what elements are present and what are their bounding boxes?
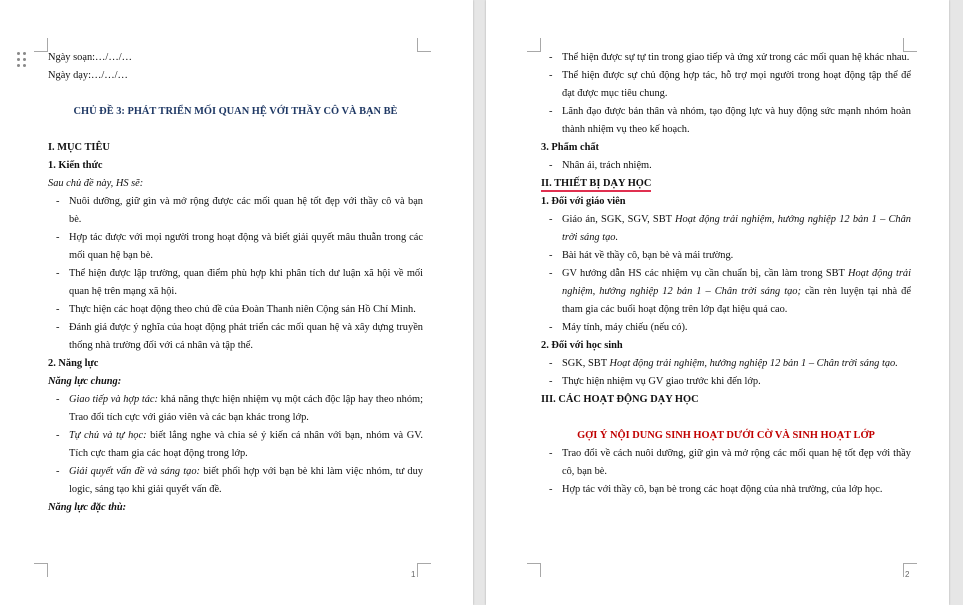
list-item: - Nhân ái, trách nhiệm. [541, 157, 911, 175]
list-item: - Thể hiện được lập trường, quan điểm phù hợp khi phân tích dư luận xã hội về mối quan hệ trên mạng xã hội. [48, 265, 423, 301]
list-item: - Bài hát về thầy cô, bạn bè và mái trường. [541, 247, 911, 265]
list-item: - Đánh giá được ý nghĩa của hoạt động phát triển các mối quan hệ và xây dựng truyền thống nhà trường đối với cá nhân và tập thể. [48, 319, 423, 355]
heading-for-student: 2. Đối với học sinh [541, 340, 623, 351]
heading-competence: 2. Năng lực [48, 358, 99, 369]
list-item: - SGK, SBT Hoạt động trải nghiệm, hướng nghiệp 12 bản 1 – Chân trời sáng tạo. [541, 355, 911, 373]
document-page-2 [486, 0, 949, 605]
heading-for-teacher: 1. Đối với giáo viên [541, 196, 626, 207]
crop-mark-top-left [527, 38, 541, 52]
page-2-body[interactable] [541, 49, 911, 499]
heading-qualities: 3. Phẩm chất [541, 142, 600, 153]
heading-activities: III. CÁC HOẠT ĐỘNG DẠY HỌC [541, 394, 699, 405]
heading-knowledge: 1. Kiến thức [48, 160, 103, 171]
heading-general-competence: Năng lực chung: [48, 376, 122, 387]
list-item: - Hợp tác với thầy cô, bạn bè trong các hoạt động của nhà trường, của lớp học. [541, 481, 911, 499]
list-item: - Thể hiện được sự chủ động hợp tác, hỗ trợ mọi người trong hoạt động tập thể để đạt được mục tiêu chung. [541, 67, 911, 103]
list-item: - Giao tiếp và hợp tác: khả năng thực hiện nhiệm vụ một cách độc lập hay theo nhóm; Trao đổi tích cực với giáo viên và các bạn khác trong lớp. [48, 391, 423, 427]
drag-handle-icon[interactable] [17, 52, 27, 68]
crop-mark-top-left [34, 38, 48, 52]
list-item: - Thực hiện các hoạt động theo chủ đề của Đoàn Thanh niên Cộng sản Hồ Chí Minh. [48, 301, 423, 319]
crop-mark-bottom-right [417, 563, 431, 577]
date-prep-line: Ngày soạn:…/…/… [48, 52, 132, 63]
list-item: - GV hướng dẫn HS các nhiệm vụ cần chuẩn bị, cần làm trong SBT Hoạt động trải nghiệm, hướng nghiệp 12 bản 1 – Chân trời sáng tạo; cần rèn luyện tại nhà để tham gia các buổi hoạt động trên lớp đạt hiệu quả cao. [541, 265, 911, 319]
document-title: CHỦ ĐỀ 3: PHÁT TRIỂN MỐI QUAN HỆ VỚI THẦY CÔ VÀ BẠN BÈ [73, 106, 398, 117]
heading-objectives: I. MỤC TIÊU [48, 142, 110, 153]
heading-equipment: II. THIẾT BỊ DẠY HỌC [541, 178, 651, 192]
list-item: - Máy tính, máy chiếu (nếu có). [541, 319, 911, 337]
list-item: - Thực hiện nhiệm vụ GV giao trước khi đến lớp. [541, 373, 911, 391]
crop-mark-bottom-left [527, 563, 541, 577]
red-section-title: GỢI Ý NỘI DUNG SINH HOẠT DƯỚI CỜ VÀ SINH HOẠT LỚP [577, 430, 875, 441]
list-item: - Trao đổi về cách nuôi dưỡng, giữ gìn và mở rộng các mối quan hệ tốt đẹp với thầy cô, bạn bè. [541, 445, 911, 481]
heading-specific-competence: Năng lực đặc thù: [48, 502, 127, 513]
intro-line: Sau chủ đề này, HS sẽ: [48, 178, 144, 189]
list-item: - Giáo án, SGK, SGV, SBT Hoạt động trải nghiệm, hướng nghiệp 12 bản 1 – Chân trời sáng tạo. [541, 211, 911, 247]
date-teach-line: Ngày dạy:…/…/… [48, 70, 128, 81]
page-1-body[interactable] [48, 49, 423, 517]
document-page-1 [0, 0, 473, 605]
crop-mark-bottom-left [34, 563, 48, 577]
list-item: - Lãnh đạo được bản thân và nhóm, tạo động lực và huy động sức mạnh nhóm hoàn thành nhiệm vụ theo kế hoạch. [541, 103, 911, 139]
list-item: - Giải quyết vấn đề và sáng tạo: biết phối hợp với bạn bè khi làm việc nhóm, tư duy logic, sáng tạo khi giải quyết vấn đề. [48, 463, 423, 499]
list-item: - Tự chủ và tự học: biết lắng nghe và chia sẻ ý kiến cá nhân với bạn, nhóm và GV. Tích cực tham gia các hoạt động trong lớp. [48, 427, 423, 463]
page-number: 1 [411, 570, 416, 579]
list-item: - Hợp tác được với mọi người trong hoạt động và biết giải quyết mâu thuẫn trong các mối quan hệ bạn bè. [48, 229, 423, 265]
list-item: - Thể hiện được sự tự tin trong giao tiếp và ứng xử trong các mối quan hệ khác nhau. [541, 49, 911, 67]
page-number: 2 [905, 570, 910, 579]
list-item: - Nuôi dưỡng, giữ gìn và mở rộng được các mối quan hệ tốt đẹp với thầy cô và bạn bè. [48, 193, 423, 229]
